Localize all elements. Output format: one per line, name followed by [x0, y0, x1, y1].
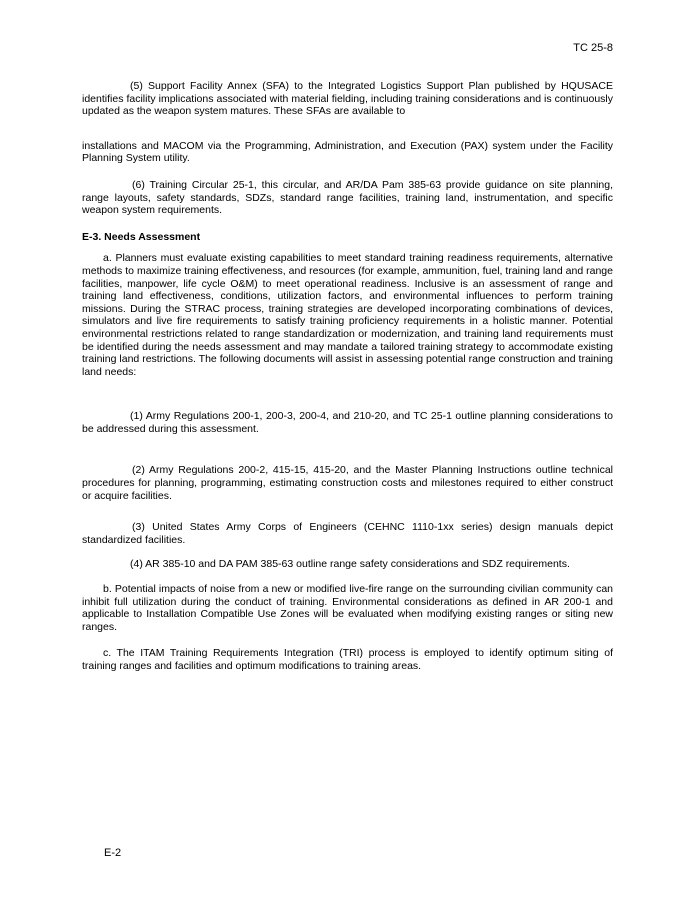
paragraph-sfa-5-part1: (5) Support Facility Annex (SFA) to the Integrated Logistics Support Plan published by HQUSACE identifies facility implications associated with material fielding, including training considerations and is continuously updated as the weapon system matures. These SFAs are available to [82, 80, 613, 118]
section-heading: E-3. Needs Assessment [82, 230, 201, 243]
paragraph-c: c. The ITAM Training Requirements Integration (TRI) process is employed to identify optimum siting of training ranges and facilities and optimum modifications to training areas. [82, 647, 613, 672]
paragraph-a4: (4) AR 385-10 and DA PAM 385-63 outline range safety considerations and SDZ requirements. [130, 558, 570, 571]
page-number: E-2 [104, 847, 122, 859]
paragraph-a3: (3) United States Army Corps of Engineers (CEHNC 1110-1xx series) design manuals depict standardized facilities. [82, 521, 613, 546]
paragraph-a: a. Planners must evaluate existing capabilities to meet standard training readiness requirements, alternative methods to maximize training effectiveness, and resources (for example, ammunition, fuel, training land and range facilities, manpower, life cycle O&M) to meet operational readiness. Inclusive is an assessment of range and training land effectiveness, conditions, utilization factors, and environmental influences to perform training missions. During the STRAC process, training strategies are developed incorporating combinations of devices, simulators and live fire requirements to satisfy training proficiency requirements in a holistic manner. Potential environmental restrictions related to range standardization or modernization, and training land requirements must be identified during the needs assessment and may mandate a tailored training strategy to accommodate existing training land restrictions. The following documents will assist in assessing potential range construction and training land needs: [82, 252, 613, 378]
page-header-doc-id: TC 25-8 [573, 42, 613, 54]
paragraph-a2: (2) Army Regulations 200-2, 415-15, 415-20, and the Master Planning Instructions outline technical procedures for planning, programming, estimating construction costs and milestones required to either construct or acquire facilities. [82, 464, 613, 502]
paragraph-6: (6) Training Circular 25-1, this circular, and AR/DA Pam 385-63 provide guidance on site planning, range layouts, safety standards, SDZs, standard range facilities, training land, instrumentation, and specific weapon system requirements. [82, 178, 613, 217]
paragraph-b: b. Potential impacts of noise from a new or modified live-fire range on the surrounding civilian community can inhibit full utilization during the conduct of training. Environmental considerations as defined in AR 200-1 and applicable to Installation Compatible Use Zones will be evaluated when modifying existing ranges or siting new ranges. [82, 583, 613, 633]
paragraph-sfa-5-part2: installations and MACOM via the Programming, Administration, and Execution (PAX) system under the Facility Planning System utility. [82, 139, 613, 165]
paragraph-a1: (1) Army Regulations 200-1, 200-3, 200-4, and 210-20, and TC 25-1 outline planning considerations to be addressed during this assessment. [82, 410, 613, 435]
page-body [82, 80, 613, 673]
